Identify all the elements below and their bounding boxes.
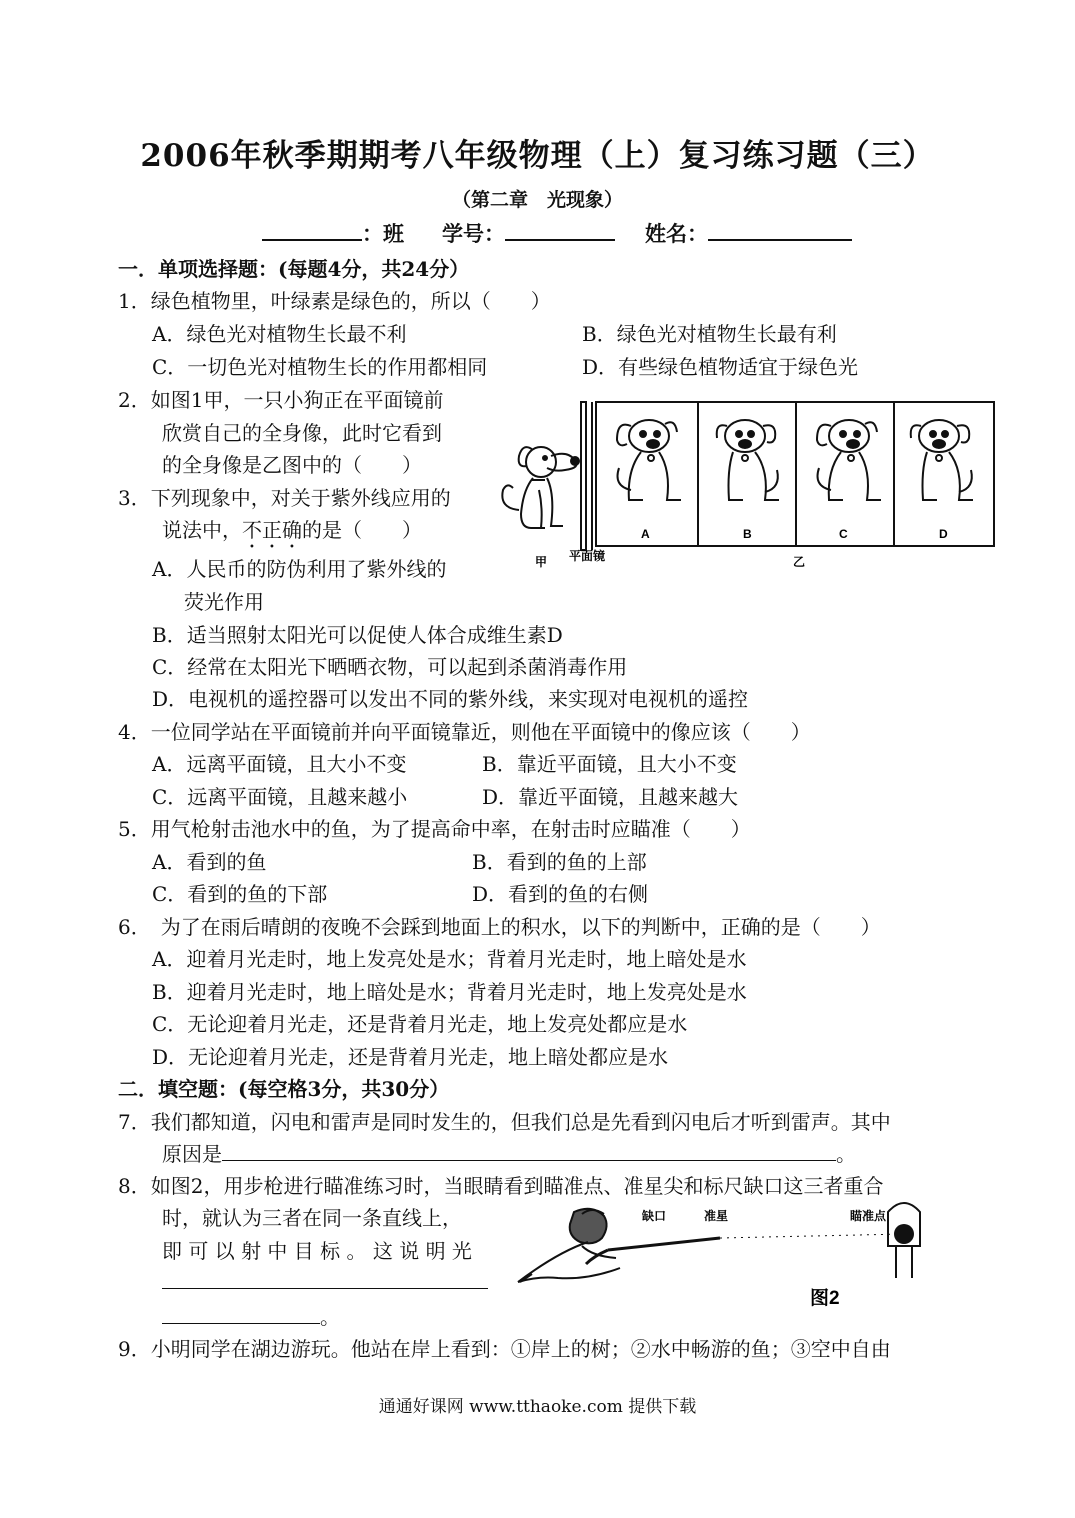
q8-line3: 即 可 以 射 中 目 标 。 这 说 明 光: [162, 1239, 472, 1263]
number-blank[interactable]: [505, 219, 615, 241]
q3-line2-post: 的是（ ）: [302, 518, 422, 542]
figure-1-dog-mirror: [495, 398, 1000, 576]
q8-end: 。: [320, 1305, 340, 1329]
q6-option-c[interactable]: C．无论迎着月光走，还是背着月光走，地上发亮处都应是水: [152, 1012, 688, 1036]
q2-line1: 2．如图1甲，一只小狗正在平面镜前: [118, 388, 444, 412]
q5-stem: 5．用气枪射击池水中的鱼，为了提高命中率，在射击时应瞄准（ ）: [118, 817, 751, 841]
label-mirror: 平面镜: [569, 549, 606, 563]
name-blank[interactable]: [708, 219, 852, 241]
q5-option-a[interactable]: A．看到的鱼: [152, 850, 267, 874]
label-yi: 乙: [793, 555, 806, 569]
q9-line1: 9．小明同学在湖边游玩。他站在岸上看到：①岸上的树；②水中畅游的鱼；③空中自由: [118, 1337, 891, 1361]
option-d-label: D: [939, 527, 948, 541]
dog-jia-drawing: [502, 447, 579, 528]
number-label: 学号：: [442, 221, 505, 246]
q2-line2: 欣赏自己的全身像，此时它看到: [162, 421, 442, 445]
q7-end: 。: [836, 1142, 856, 1166]
q8-line2: 时，就认为三者在同一条直线上，: [162, 1206, 462, 1230]
label-jia: 甲: [535, 555, 548, 569]
q7-line2: [162, 1138, 856, 1167]
option-a-label: A: [641, 527, 650, 541]
q7-line1: 7．我们都知道，闪电和雷声是同时发生的，但我们总是先看到闪电后才听到雷声。其中: [118, 1110, 891, 1134]
class-blank[interactable]: [262, 219, 362, 241]
footer-credit: 通通好课网 www.tthaoke.com 提供下载: [378, 1397, 697, 1417]
q1-option-a[interactable]: A．绿色光对植物生长最不利: [152, 322, 407, 346]
option-c-label: C: [839, 527, 848, 541]
rifle-drawing: [586, 1238, 720, 1264]
q5-option-d[interactable]: D．看到的鱼的右侧: [472, 882, 649, 906]
dog-option-d-drawing: [911, 420, 973, 500]
q3-option-a[interactable]: A．人民币的防伪利用了紫外线的: [152, 557, 447, 581]
option-b-label: B: [743, 527, 752, 541]
q3-option-a-cont: 荧光作用: [184, 590, 264, 614]
q2-line3: 的全身像是乙图中的（ ）: [162, 453, 422, 477]
mirror-shape: [581, 402, 592, 550]
section2-heading: 二．填空题：(每空格3分，共30分）: [118, 1077, 450, 1101]
dog-option-c-drawing: [817, 420, 881, 500]
q6-stem: 6． 为了在雨后晴朗的夜晚不会踩到地面上的积水，以下的判断中，正确的是（ ）: [118, 915, 881, 939]
q6-option-b[interactable]: B．迎着月光走时，地上暗处是水；背着月光走时，地上发亮处是水: [152, 980, 747, 1004]
q3-option-c[interactable]: C．经常在太阳光下晒晒衣物，可以起到杀菌消毒作用: [152, 655, 628, 679]
q3-emphasis: 不正确: [242, 518, 302, 542]
q4-option-c[interactable]: C．远离平面镜，且越来越小: [152, 785, 408, 809]
q1-option-d[interactable]: D．有些绿色植物适宜于绿色光: [582, 355, 859, 379]
q1-option-c[interactable]: C．一切色光对植物生长的作用都相同: [152, 355, 488, 379]
dog-option-b-drawing: [717, 420, 779, 500]
label-sight: 准星: [704, 1209, 729, 1223]
label-aim-point: 瞄准点: [850, 1209, 887, 1223]
student-info-row: [262, 218, 852, 248]
name-label: 姓名：: [645, 221, 708, 246]
q3-option-d[interactable]: D．电视机的遥控器可以发出不同的紫外线，来实现对电视机的遥控: [152, 687, 749, 711]
q3-line2-pre: 说法中，: [162, 518, 242, 542]
q8-answer-blank-1[interactable]: [162, 1288, 488, 1289]
section1-heading: 一．单项选择题：(每题4分，共24分）: [118, 257, 470, 281]
q6-option-a[interactable]: A．迎着月光走时，地上发亮处是水；背着月光走时，地上暗处是水: [152, 947, 747, 971]
figure-2-caption: 图2: [810, 1288, 840, 1309]
q4-option-d[interactable]: D．靠近平面镜，且越来越大: [482, 785, 739, 809]
q8-answer-blank-2[interactable]: [162, 1303, 320, 1324]
q4-stem: 4．一位同学站在平面镜前并向平面镜靠近，则他在平面镜中的像应该（ ）: [118, 720, 811, 744]
shooter-drawing: [518, 1209, 620, 1282]
q4-option-b[interactable]: B．靠近平面镜，且大小不变: [482, 752, 737, 776]
q6-option-d[interactable]: D．无论迎着月光走，还是背着月光走，地上暗处都应是水: [152, 1045, 669, 1069]
sight-line: [720, 1234, 904, 1238]
q7-reason-label: 原因是: [162, 1142, 222, 1166]
chapter-subtitle: （第二章 光现象）: [451, 189, 623, 211]
q8-line5: [162, 1301, 340, 1330]
figure-2-rifle-aiming: [512, 1198, 952, 1318]
dog-option-a-drawing: [617, 420, 681, 500]
target-drawing: [888, 1203, 920, 1278]
page-title: 2006年秋季期期考八年级物理（上）复习练习题（三）: [140, 138, 935, 174]
q5-option-b[interactable]: B．看到的鱼的上部: [472, 850, 647, 874]
q3-line1: 3．下列现象中，对关于紫外线应用的: [118, 486, 451, 510]
q7-answer-blank[interactable]: [222, 1140, 836, 1161]
class-label: ：班: [362, 221, 404, 246]
q4-option-a[interactable]: A．远离平面镜，且大小不变: [152, 752, 407, 776]
q5-option-c[interactable]: C．看到的鱼的下部: [152, 882, 328, 906]
label-notch: 缺口: [642, 1209, 667, 1223]
q3-line2: [162, 514, 422, 553]
q8-line1: 8．如图2，用步枪进行瞄准练习时，当眼睛看到瞄准点、准星尖和标尺缺口这三者重合: [118, 1174, 884, 1198]
q1-stem: 1．绿色植物里，叶绿素是绿色的，所以（ ）: [118, 289, 551, 313]
q1-option-b[interactable]: B．绿色光对植物生长最有利: [582, 322, 837, 346]
q3-option-b[interactable]: B．适当照射太阳光可以促使人体合成维生素D: [152, 623, 563, 647]
